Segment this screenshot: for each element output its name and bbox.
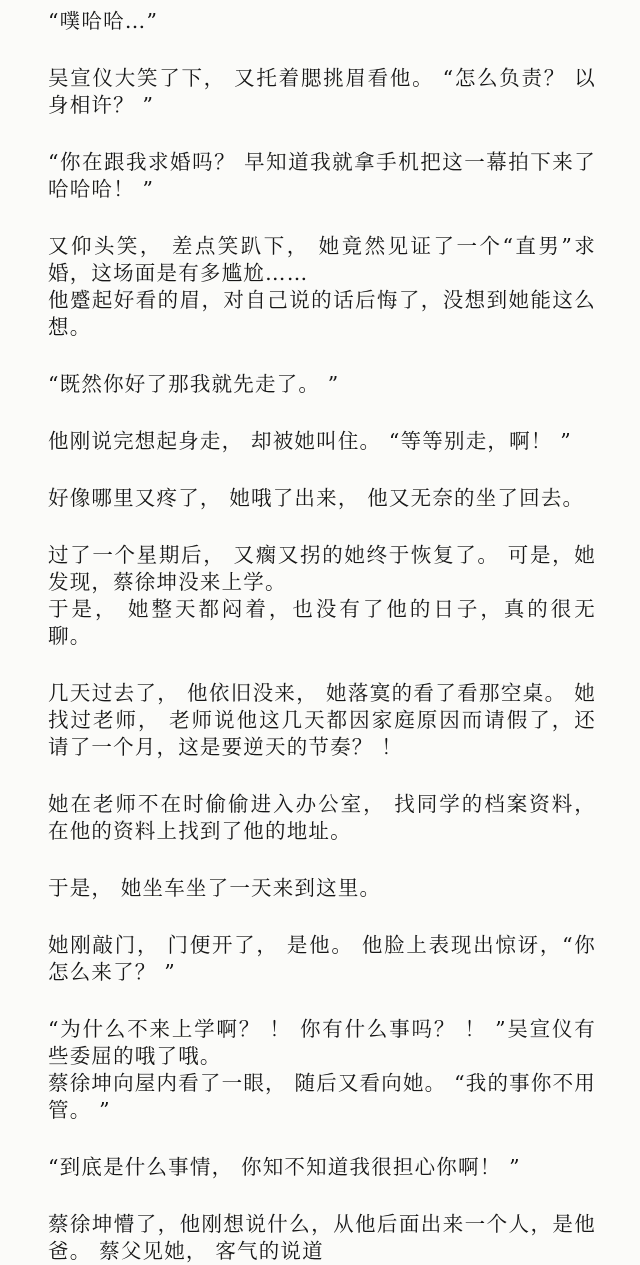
- paragraph-3: “你在跟我求婚吗？ 早知道我就拿手机把这一幕拍下来了哈哈哈！ ”: [48, 150, 596, 201]
- paragraph-9: 过了一个星期后， 又瘸又拐的她终于恢复了。 可是，她发现，蔡徐坤没来上学。: [48, 543, 596, 594]
- paragraph-5: 他蹙起好看的眉，对自己说的话后悔了，没想到她能这么想。: [48, 288, 596, 339]
- paragraph-2: 吴宣仪大笑了下， 又托着腮挑眉看他。 “怎么负责？ 以身相许？ ”: [48, 66, 596, 117]
- paragraph-10: 于是， 她整天都闷着，也没有了他的日子，真的很无聊。: [48, 597, 596, 648]
- paragraph-17: “到底是什么事情， 你知不知道我很担心你啊！ ”: [48, 1155, 521, 1179]
- paragraph-13: 于是， 她坐车坐了一天来到这里。: [48, 876, 382, 900]
- paragraph-12: 她在老师不在时偷偷进入办公室， 找同学的档案资料， 在他的资料上找到了他的地址。: [48, 792, 596, 843]
- paragraph-6: “既然你好了那我就先走了。 ”: [48, 372, 340, 396]
- paragraph-18: 蔡徐坤懵了，他刚想说什么，从他后面出来一个人，是他爸。 蔡父见她， 客气的说道: [48, 1212, 596, 1263]
- paragraph-15: “为什么不来上学啊？ ！ 你有什么事吗？ ！ ”吴宣仪有些委屈的哦了哦。: [48, 1017, 596, 1068]
- paragraph-16: 蔡徐坤向屋内看了一眼， 随后又看向她。 “我的事你不用管。 ”: [48, 1071, 596, 1122]
- paragraph-1: “噗哈哈…”: [48, 9, 159, 33]
- paragraph-8: 好像哪里又疼了， 她哦了出来， 他又无奈的坐了回去。: [48, 486, 585, 510]
- paragraph-4: 又仰头笑， 差点笑趴下， 她竟然见证了一个“直男”求婚，这场面是有多尴尬……: [48, 234, 596, 285]
- paragraph-7: 他刚说完想起身走， 却被她叫住。 “等等别走，啊！ ”: [48, 429, 572, 453]
- paragraph-11: 几天过去了， 他依旧没来， 她落寞的看了看那空桌。 她找过老师， 老师说他这几天都因家庭原因而请假了，还请了一个月，这是要逆天的节奏？ ！: [48, 681, 596, 759]
- paragraph-14: 她刚敲门， 门便开了， 是他。 他脸上表现出惊讶，“你怎么来了？ ”: [48, 933, 596, 984]
